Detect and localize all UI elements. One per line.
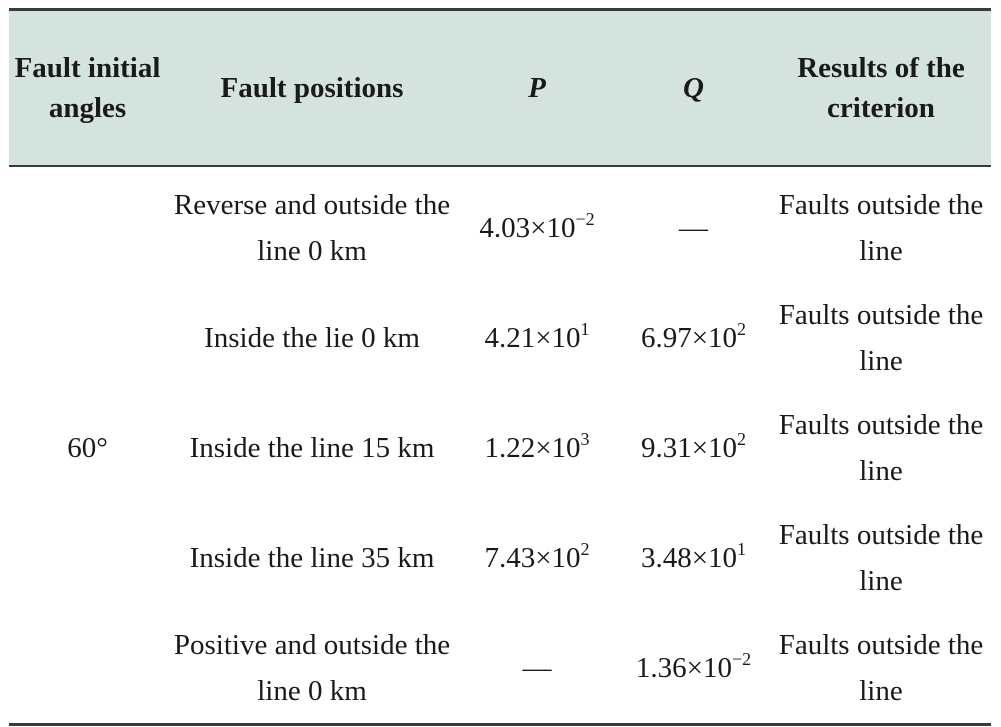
fault-position-cell: Inside the lie 0 km [204,321,420,354]
p-value-cell [458,503,616,613]
fault-angle-cell: 60° [67,431,108,464]
header-p: P [528,71,546,104]
q-value-cell [616,503,771,613]
q-mantissa: — [679,211,708,244]
p-value-cell [458,393,616,503]
p-exponent: 2 [580,538,590,559]
table-body [9,166,991,725]
p-mantissa: — [522,651,552,684]
table-row [9,166,991,283]
p-exponent: −2 [575,208,595,229]
header-row [9,10,991,166]
q-exponent: 1 [737,538,747,559]
p-mantissa: 7.43×10 [484,541,581,574]
q-exponent: 2 [737,428,747,449]
fault-criterion-table [9,8,991,726]
p-mantissa: 4.21×10 [484,321,581,354]
fault-position-cell: Positive and outside the line 0 km [173,628,451,707]
p-value-cell [458,166,616,283]
q-value-cell [616,393,771,503]
header-fault-positions: Fault positions [220,71,404,104]
fault-criterion-table-container [9,8,991,726]
header-results-of-criterion: Results of the criterion [797,51,965,124]
fault-position-cell: Reverse and outside the line 0 km [173,188,451,267]
q-mantissa: 9.31×10 [640,431,738,464]
result-cell: Faults outside the line [778,628,984,707]
header-q: Q [683,71,704,104]
p-value-cell [458,283,616,393]
p-mantissa: 4.03×10 [479,211,576,244]
result-cell: Faults outside the line [778,408,984,487]
header-fault-initial-angles: Fault initial angles [14,51,161,124]
q-value-cell [616,166,771,283]
p-mantissa: 1.22×10 [484,431,581,464]
q-exponent: −2 [731,648,752,669]
table-header [9,10,991,166]
q-mantissa: 3.48×10 [640,541,738,574]
result-cell: Faults outside the line [778,518,984,597]
q-mantissa: 1.36×10 [635,651,732,684]
q-value-cell [616,613,771,725]
result-cell: Faults outside the line [778,298,984,377]
q-mantissa: 6.97×10 [640,321,738,354]
fault-position-cell: Inside the line 15 km [189,431,435,464]
p-exponent: 1 [580,318,590,339]
p-value-cell [458,613,616,725]
q-exponent: 2 [737,318,747,339]
q-value-cell [616,283,771,393]
fault-position-cell: Inside the line 35 km [189,541,435,574]
result-cell: Faults outside the line [778,188,984,267]
p-exponent: 3 [580,428,590,449]
